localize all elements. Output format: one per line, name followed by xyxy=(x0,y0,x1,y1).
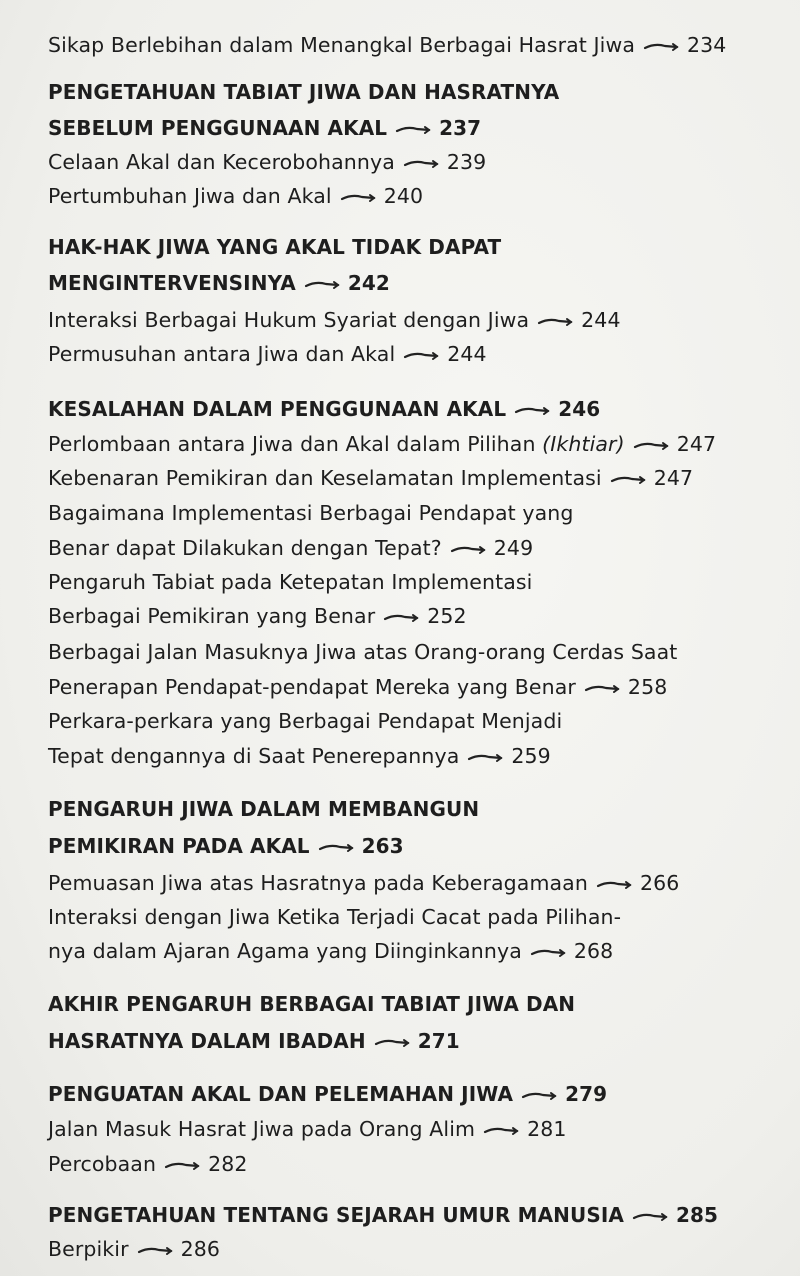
arrow-icon xyxy=(304,277,342,291)
page-number: 271 xyxy=(417,1029,460,1053)
toc-heading xyxy=(48,1198,780,1232)
page-number: 237 xyxy=(439,116,482,140)
page-number: 259 xyxy=(511,744,551,768)
page-number: 282 xyxy=(208,1152,248,1176)
arrow-icon xyxy=(537,314,575,328)
toc-heading xyxy=(48,266,780,300)
entry-title: MENGINTERVENSINYA xyxy=(48,271,296,295)
toc-entry xyxy=(48,704,780,738)
entry-title: Penerapan Pendapat-pendapat Mereka yang Benar xyxy=(48,675,576,699)
page-number: 281 xyxy=(527,1117,567,1141)
arrow-icon xyxy=(383,610,421,624)
page-number: 247 xyxy=(676,432,717,456)
entry-title: KESALAHAN DALAM PENGGUNAAN AKAL xyxy=(48,397,507,421)
entry-title: Interaksi dengan Jiwa Ketika Terjadi Cacat pada Pilihan- xyxy=(48,905,622,929)
arrow-icon xyxy=(643,39,681,53)
page-number: 286 xyxy=(180,1237,221,1261)
entry-title: HASRATNYA DALAM IBADAH xyxy=(48,1029,366,1053)
page-number: 252 xyxy=(427,604,467,628)
page-number: 279 xyxy=(565,1082,608,1106)
toc-heading xyxy=(48,392,780,426)
entry-title: PENGETAHUAN TABIAT JIWA DAN HASRATNYA xyxy=(48,80,560,104)
entry-title: Sikap Berlebihan dalam Menangkal Berbagai Hasrat Jiwa xyxy=(48,33,635,57)
arrow-icon xyxy=(596,877,634,891)
page-number: 285 xyxy=(675,1203,719,1227)
toc-entry xyxy=(48,739,780,773)
page-number: 246 xyxy=(558,397,601,421)
entry-title: Pengaruh Tabiat pada Ketepatan Implementasi xyxy=(48,570,533,594)
arrow-icon xyxy=(584,681,622,695)
toc-entry xyxy=(48,670,780,704)
entry-title: SEBELUM PENGGUNAAN AKAL xyxy=(48,116,388,140)
entry-title: Jalan Masuk Hasrat Jiwa pada Orang Alim xyxy=(48,1117,476,1141)
page-number: 268 xyxy=(573,939,614,963)
entry-title: PENGUATAN AKAL DAN PELEMAHAN JIWA xyxy=(48,1082,514,1106)
toc-entry xyxy=(48,303,780,337)
toc-entry xyxy=(48,28,780,62)
toc-heading xyxy=(48,987,780,1021)
toc-heading xyxy=(48,792,780,826)
arrow-icon xyxy=(137,1243,175,1257)
entry-title: Kebenaran Pemikiran dan Keselamatan Implementasi xyxy=(48,466,602,490)
toc-entry xyxy=(48,531,780,565)
entry-title: PENGARUH JIWA DALAM MEMBANGUN xyxy=(48,797,480,821)
entry-title: Benar dapat Dilakukan dengan Tepat? xyxy=(48,536,442,560)
toc-entry xyxy=(48,866,780,900)
arrow-icon xyxy=(450,542,488,556)
entry-title: Perlombaan antara Jiwa dan Akal dalam Pilihan xyxy=(48,432,536,456)
page-number: 239 xyxy=(446,150,487,174)
arrow-icon xyxy=(318,840,356,854)
page-number: 234 xyxy=(687,33,727,57)
toc-heading xyxy=(48,111,780,145)
entry-title: Perkara-perkara yang Berbagai Pendapat Menjadi xyxy=(48,709,563,733)
page-number: 244 xyxy=(581,308,621,332)
entry-title: Percobaan xyxy=(48,1152,157,1176)
page-number: 266 xyxy=(639,871,680,895)
arrow-icon xyxy=(374,1035,412,1049)
toc-entry xyxy=(48,1112,780,1146)
entry-title: Tepat dengannya di Saat Penerepannya xyxy=(48,744,460,768)
entry-title: PENGETAHUAN TENTANG SEJARAH UMUR MANUSIA xyxy=(48,1203,624,1227)
toc-entry xyxy=(48,599,780,633)
toc-heading xyxy=(48,230,780,264)
arrow-icon xyxy=(403,156,441,170)
arrow-icon xyxy=(340,190,378,204)
page-number: 247 xyxy=(653,466,694,490)
page-number: 263 xyxy=(361,834,404,858)
toc-heading xyxy=(48,829,780,863)
toc-entry xyxy=(48,179,780,213)
entry-title: Berpikir xyxy=(48,1237,129,1261)
entry-title-italic: (Ikhtiar) xyxy=(542,432,625,456)
entry-title: nya dalam Ajaran Agama yang Diinginkannya xyxy=(48,939,522,963)
arrow-icon xyxy=(164,1158,202,1172)
entry-title: Interaksi Berbagai Hukum Syariat dengan Jiwa xyxy=(48,308,530,332)
toc-heading xyxy=(48,75,780,109)
page-number: 240 xyxy=(383,184,424,208)
toc-heading xyxy=(48,1024,780,1058)
toc-entry xyxy=(48,427,780,461)
page-number: 249 xyxy=(493,536,534,560)
entry-title: Bagaimana Implementasi Berbagai Pendapat yang xyxy=(48,501,574,525)
arrow-icon xyxy=(633,438,671,452)
toc-entry xyxy=(48,496,780,530)
toc-entry xyxy=(48,461,780,495)
arrow-icon xyxy=(467,750,505,764)
toc-entry xyxy=(48,565,780,599)
arrow-icon xyxy=(632,1209,670,1223)
entry-title: Pemuasan Jiwa atas Hasratnya pada Keberagamaan xyxy=(48,871,588,895)
toc-entry xyxy=(48,145,780,179)
entry-title: Celaan Akal dan Kecerobohannya xyxy=(48,150,395,174)
arrow-icon xyxy=(610,472,648,486)
page-number: 258 xyxy=(627,675,668,699)
entry-title: Pertumbuhan Jiwa dan Akal xyxy=(48,184,332,208)
toc-entry xyxy=(48,934,780,968)
toc-entry xyxy=(48,1232,780,1266)
page-number: 242 xyxy=(347,271,390,295)
entry-title: HAK-HAK JIWA YANG AKAL TIDAK DAPAT xyxy=(48,235,502,259)
arrow-icon xyxy=(530,945,568,959)
entry-title: Berbagai Jalan Masuknya Jiwa atas Orang-orang Cerdas Saat xyxy=(48,640,678,664)
toc-entry xyxy=(48,900,780,934)
arrow-icon xyxy=(483,1123,521,1137)
arrow-icon xyxy=(395,122,433,136)
arrow-icon xyxy=(514,403,552,417)
toc-heading xyxy=(48,1077,780,1111)
entry-title: Permusuhan antara Jiwa dan Akal xyxy=(48,342,396,366)
toc-entry xyxy=(48,1147,780,1181)
entry-title: PEMIKIRAN PADA AKAL xyxy=(48,834,310,858)
page-number: 244 xyxy=(447,342,487,366)
arrow-icon xyxy=(403,348,441,362)
toc-entry xyxy=(48,337,780,371)
entry-title: AKHIR PENGARUH BERBAGAI TABIAT JIWA DAN xyxy=(48,992,576,1016)
toc-entry xyxy=(48,635,780,669)
arrow-icon xyxy=(521,1088,559,1102)
entry-title: Berbagai Pemikiran yang Benar xyxy=(48,604,376,628)
